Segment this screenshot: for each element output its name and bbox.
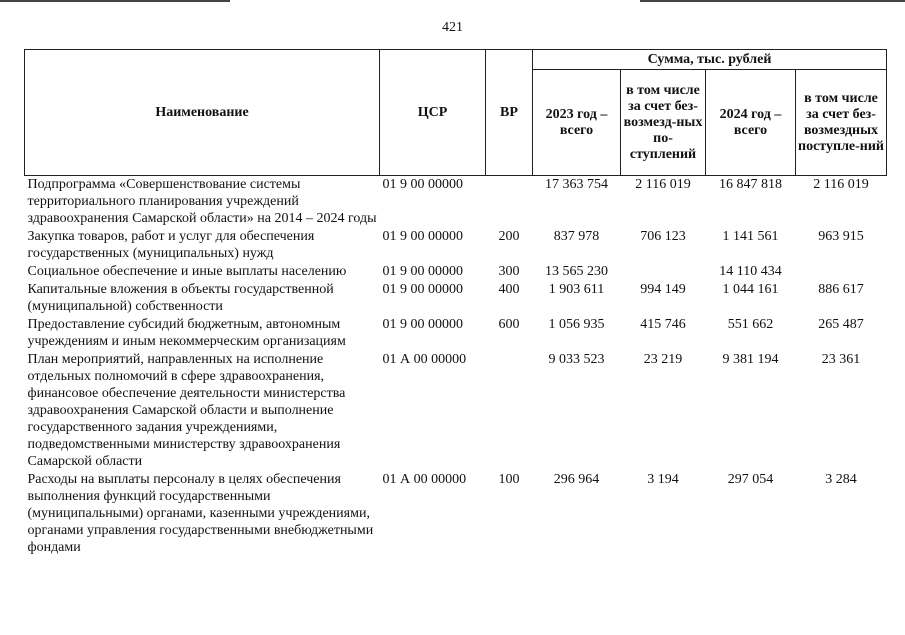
row-2024-free: 963 915 bbox=[818, 229, 864, 244]
row-csr: 01 9 00 00000 bbox=[382, 282, 463, 297]
row-2024-total: 1 044 161 bbox=[722, 282, 779, 297]
row-csr: 01 9 00 00000 bbox=[382, 229, 463, 244]
row-2023-total: 17 363 754 bbox=[545, 177, 608, 192]
top-rule-right bbox=[640, 0, 905, 2]
row-2024-free: 2 116 019 bbox=[813, 177, 869, 192]
row-vr bbox=[486, 351, 533, 471]
row-2023-total: 1 056 935 bbox=[548, 317, 605, 332]
row-2024-free: 265 487 bbox=[818, 317, 864, 332]
table-body bbox=[25, 176, 887, 558]
row-2023-free: 415 746 bbox=[640, 317, 686, 332]
row-2024-free: 23 361 bbox=[821, 352, 861, 367]
row-2024-total: 551 662 bbox=[727, 317, 774, 332]
budget-table bbox=[24, 49, 887, 557]
row-2023-total: 9 033 523 bbox=[548, 352, 605, 367]
row-2023-total: 296 964 bbox=[553, 472, 600, 487]
row-2023-total: 837 978 bbox=[553, 229, 600, 244]
header-2024-free: в том числе за счет без-возмездных поступле-ний bbox=[796, 70, 887, 176]
row-2024-free: 886 617 bbox=[818, 282, 864, 297]
row-vr bbox=[486, 176, 533, 229]
header-name: Наименование bbox=[25, 50, 380, 176]
row-vr: 100 bbox=[498, 472, 520, 487]
row-csr: 01 9 00 00000 bbox=[382, 264, 463, 279]
header-2023-free: в том числе за счет без-возмезд-ных по-ступлений bbox=[621, 70, 706, 176]
row-vr: 200 bbox=[498, 229, 520, 244]
row-2024-total: 9 381 194 bbox=[722, 352, 779, 367]
row-2024-free: 3 284 bbox=[825, 472, 857, 487]
row-2024-total: 297 054 bbox=[727, 472, 774, 487]
row-name: Предоставление субсидий бюджетным, автономным учреждениям и иным некоммерческим организациям bbox=[27, 317, 346, 349]
row-csr: 01 А 00 00000 bbox=[382, 352, 467, 367]
row-name: Социальное обеспечение и иные выплаты населению bbox=[27, 264, 347, 279]
row-vr: 600 bbox=[498, 317, 520, 332]
row-csr: 01 9 00 00000 bbox=[382, 177, 463, 192]
row-2023-free: 706 123 bbox=[640, 229, 686, 244]
row-name: Подпрограмма «Совершенствование системы территориального планирования учреждений здравоохранения Самарской области» на 2014 – 2024 годы bbox=[27, 177, 377, 226]
row-2024-free bbox=[796, 263, 887, 281]
table-row bbox=[25, 263, 887, 281]
header-2023-total: 2023 год – всего bbox=[533, 70, 621, 176]
table-row bbox=[25, 471, 887, 557]
table-row bbox=[25, 316, 887, 351]
row-name: План мероприятий, направленных на исполнение отдельных полномочий в сфере здравоохранения, финансовое обеспечение деятельности министерства здравоохранения Самарской области и выполнение государственного задания учреждениями, подведомственными министерству здравоохранения Самарской области bbox=[27, 352, 346, 469]
table-header bbox=[25, 50, 887, 176]
row-2024-total: 1 141 561 bbox=[722, 229, 779, 244]
table-row bbox=[25, 351, 887, 471]
header-2024-total: 2024 год – всего bbox=[706, 70, 796, 176]
row-vr: 400 bbox=[498, 282, 520, 297]
header-vr: ВР bbox=[486, 50, 533, 176]
row-name: Расходы на выплаты персоналу в целях обеспечения выполнения функций государственными (муниципальными) органами, казенными учреждениями, органами управления государственными внебюджетными фондами bbox=[27, 472, 374, 555]
row-2023-free: 994 149 bbox=[640, 282, 686, 297]
row-2023-free: 23 219 bbox=[643, 352, 683, 367]
page-number: 421 bbox=[442, 20, 463, 35]
row-2023-total: 13 565 230 bbox=[545, 264, 608, 279]
header-csr: ЦСР bbox=[380, 50, 486, 176]
row-csr: 01 А 00 00000 bbox=[382, 472, 467, 487]
row-2023-free bbox=[621, 263, 706, 281]
row-csr: 01 9 00 00000 bbox=[382, 317, 463, 332]
row-2023-total: 1 903 611 bbox=[548, 282, 605, 297]
row-2023-free: 3 194 bbox=[647, 472, 679, 487]
table-row bbox=[25, 176, 887, 229]
row-2024-total: 16 847 818 bbox=[719, 177, 782, 192]
header-sum-group: Сумма, тыс. рублей bbox=[533, 50, 887, 70]
row-2024-total: 14 110 434 bbox=[719, 264, 782, 279]
row-2023-free: 2 116 019 bbox=[635, 177, 691, 192]
row-vr: 300 bbox=[498, 264, 520, 279]
table-row bbox=[25, 228, 887, 263]
row-name: Закупка товаров, работ и услуг для обеспечения государственных (муниципальных) нужд bbox=[27, 229, 315, 261]
top-rule-left bbox=[0, 0, 230, 2]
row-name: Капитальные вложения в объекты государственной (муниципальной) собственности bbox=[27, 282, 334, 314]
table-row bbox=[25, 281, 887, 316]
